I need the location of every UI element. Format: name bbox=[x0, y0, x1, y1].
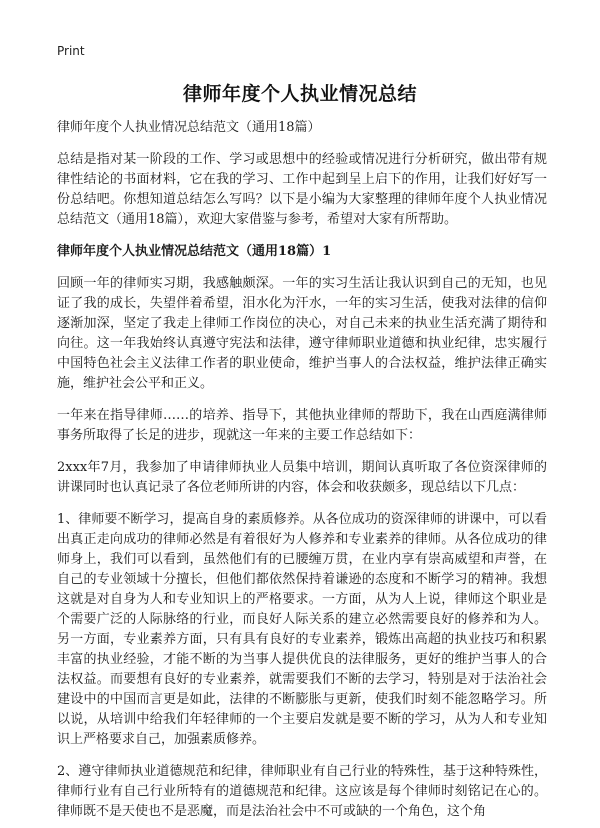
body-paragraph: 2、遵守律师执业道德规范和纪律，律师职业有自己行业的特殊性，基于这种特殊性，律师行业有自己行业所特有的道德规范和纪律。这应该是每个律师时刻铭记在心的。律师既不是天使也不是恶魔，而是法治社会中不可或缺的一个角色，这个角 bbox=[57, 764, 547, 819]
document-body bbox=[57, 118, 547, 828]
document-subtitle: 律师年度个人执业情况总结范文（通用18篇） bbox=[57, 120, 321, 135]
document-title: 律师年度个人执业情况总结 bbox=[182, 83, 417, 105]
section-heading: 律师年度个人执业情况总结范文（通用18篇）1 bbox=[57, 244, 332, 259]
body-paragraph: 一年来在指导律师……的培养、指导下，其他执业律师的帮助下，我在山西庭满律师事务所取得了长足的进步，现就这一年来的主要工作总结如下： bbox=[57, 408, 547, 443]
body-paragraph: 1、律师要不断学习，提高自身的素质修养。从各位成功的资深律师的讲课中，可以看出真正走向成功的律师必然是有着很好为人修养和专业素养的律师。从各位成功的律师身上，我们可以看到，虽然他们有的已腰缠万贯，在业内享有崇高威望和声誉，在自己的专业领域十分擅长，但他们都依然保持着谦逊的态度和不断学习的精神。我想这就是对自身为人和专业知识上的严格要求。一方面，从为人上说，律师这个职业是个需要广泛的人际脉络的行业，而良好人际关系的建立必然需要良好的修养和为人。另一方面，专业素养方面，只有具有良好的专业素养，锻炼出高超的执业技巧和积累丰富的执业经验，才能不断的为当事人提供优良的法律服务，更好的维护当事人的合法权益。而要想有良好的专业素养，就需要我们不断的去学习，特别是对于法治社会建设中的中国而言更是如此，法律的不断膨胀与更新，使我们时刻不能忽略学习。所以说，从培训中给我们年轻律师的一个主要启发就是要不断的学习，从为人和专业知识上严格要求自己，加强素质修养。 bbox=[57, 512, 547, 747]
body-paragraph: 2xxx年7月，我参加了申请律师执业人员集中培训，期间认真听取了各位资深律师的讲课同时也认真记录了各位老师所讲的内容，体会和收获颇多，现总结以下几点： bbox=[57, 460, 547, 495]
body-paragraph: 回顾一年的律师实习期，我感触颇深。一年的实习生活让我认识到自己的无知，也见证了我的成长，失望伴着希望，泪水化为汗水，一年的实习生活，使我对法律的信仰逐渐加深，坚定了我走上律师工作岗位的决心，对自己未来的执业生活充满了期待和向往。这一年我始终认真遵守宪法和法律，遵守律师职业道德和执业纪律，忠实履行中国特色社会主义法律工作者的职业使命，维护当事人的合法权益，维护法律正确实施，维护社会公平和正义。 bbox=[57, 276, 547, 391]
print-label[interactable]: Print bbox=[57, 44, 85, 58]
intro-paragraph: 总结是指对某一阶段的工作、学习或思想中的经验或情况进行分析研究，做出带有规律性结论的书面材料，它在我的学习、工作中起到呈上启下的作用，让我们好好写一份总结吧。你想知道总结怎么写吗？以下是小编为大家整理的律师年度个人执业情况总结范文（通用18篇），欢迎大家借鉴与参考，希望对大家有所帮助。 bbox=[57, 152, 547, 227]
